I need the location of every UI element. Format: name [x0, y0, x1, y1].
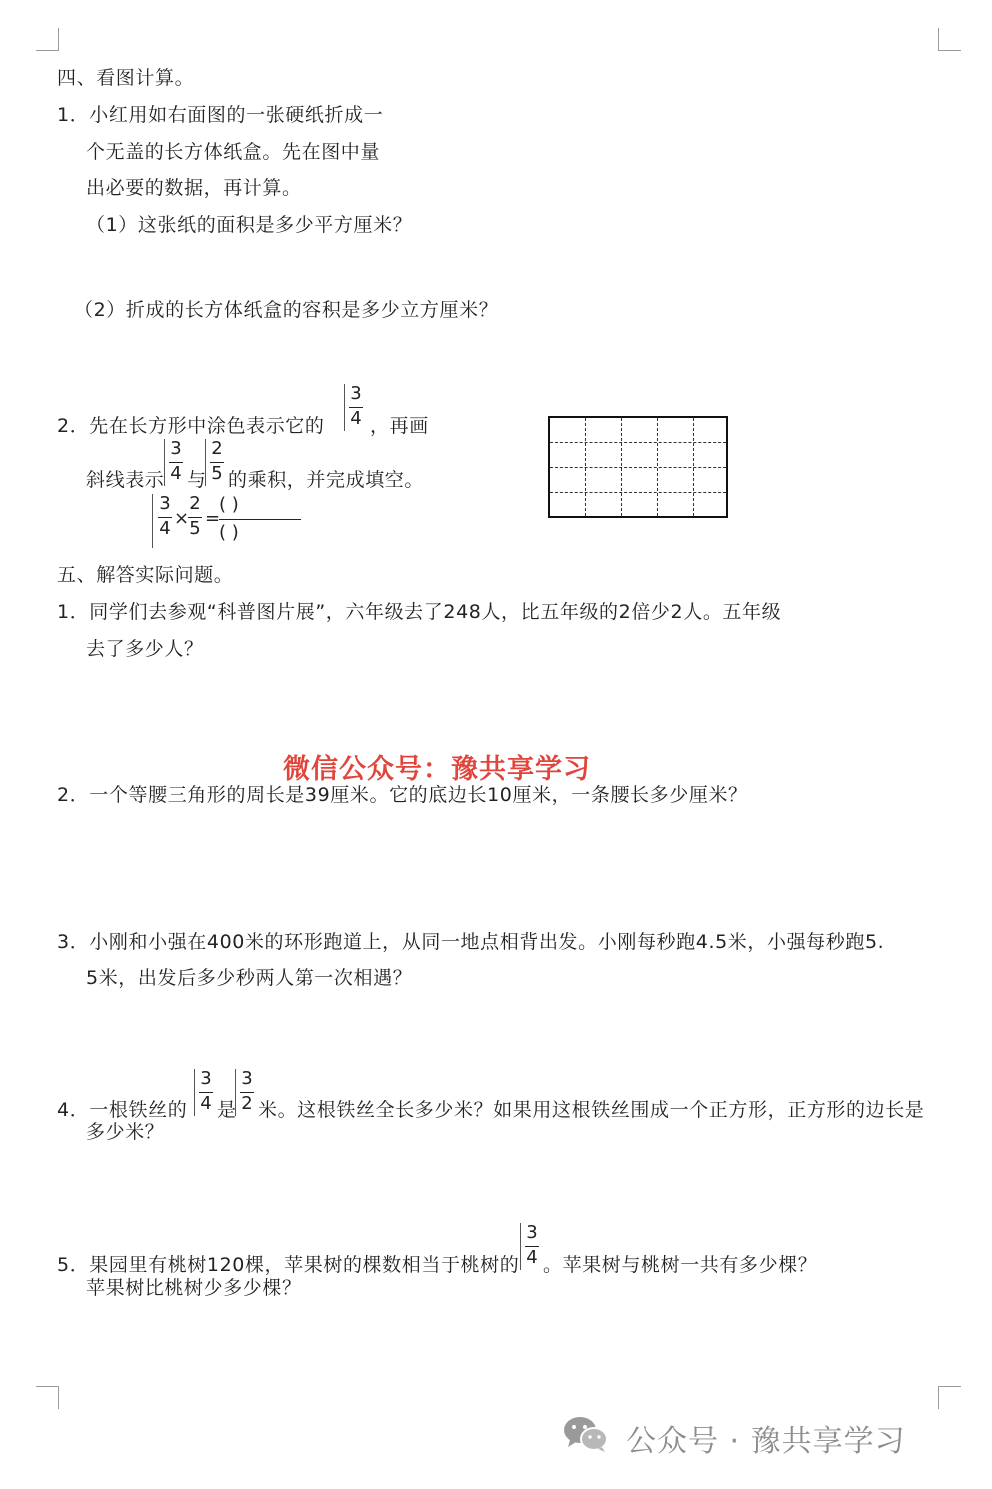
q1-sub2: （2）折成的长方体纸盒的容积是多少立方厘米？: [74, 299, 499, 321]
eq-denominator-blank[interactable]: ( ): [219, 522, 239, 543]
s5-q3-line2: 5米，出发后多少秒两人第一次相遇？: [86, 967, 413, 989]
q2-equation: [152, 494, 305, 548]
s5-q1-line2: 去了多少人？: [86, 638, 204, 660]
s5-q2: 2．一个等腰三角形的周长是39厘米。它的底边长10厘米，一条腰长多少厘米？: [57, 784, 748, 806]
q4-fraction-1: 3 4: [197, 1069, 215, 1116]
q2-line2-c: 的乘积，并完成填空。: [228, 469, 425, 491]
q1-line3: 出必要的数据，再计算。: [86, 177, 302, 199]
q4-fraction-2: 3 2: [238, 1069, 256, 1116]
s5-q4-b: 是: [217, 1099, 237, 1121]
s5-q5-b: 。苹果树与桃树一共有多少棵？: [543, 1254, 818, 1276]
eq-fraction-bar: [219, 519, 301, 520]
eq-fraction-a: 3 4: [159, 493, 171, 539]
section5-heading: 五、解答实际问题。: [57, 564, 234, 586]
wechat-icon: [562, 1414, 610, 1454]
q2-fraction-three-quarters: 3 4: [347, 384, 365, 431]
s5-q3-line1: 3．小刚和小强在400米的环形跑道上，从同一地点相背出发。小刚每秒跑4.5米，小强每秒跑5.: [57, 931, 885, 953]
section4-heading: 四、看图计算。: [57, 67, 195, 89]
q2-line1: 2．先在长方形中涂色表示它的: [57, 415, 325, 437]
corner-mark-top-right: [938, 28, 961, 51]
q2-fraction-b: 2 5: [208, 439, 226, 486]
eq-fraction-b: 2 5: [189, 493, 201, 539]
eq-equals: =: [205, 508, 221, 529]
watermark: 微信公众号：豫共享学习: [283, 754, 591, 785]
corner-mark-top-left: [36, 28, 59, 51]
q5-fraction: 3 4: [523, 1223, 541, 1270]
q2-line2-b: 与: [187, 469, 207, 491]
corner-mark-bottom-right: [938, 1386, 961, 1409]
corner-mark-bottom-left: [36, 1386, 59, 1409]
s5-q4-a: 4．一根铁丝的: [57, 1099, 188, 1121]
q1-sub1: （1）这张纸的面积是多少平方厘米？: [86, 214, 413, 236]
q1-line2: 个无盖的长方体纸盒。先在图中量: [86, 141, 381, 163]
s5-q5-line2: 苹果树比桃树少多少棵？: [86, 1277, 302, 1299]
q2-fraction-a: 3 4: [167, 439, 185, 486]
s5-q4-line2: 多少米？: [86, 1121, 165, 1143]
q1-line1: 1．小红用如右面图的一张硬纸折成一: [57, 104, 384, 126]
q2-line1-end: ，再画: [370, 415, 429, 437]
q2-line2-a: 斜线表示: [86, 469, 165, 491]
s5-q1-line1: 1．同学们去参观“科普图片展”，六年级去了248人，比五年级的2倍少2人。五年级: [57, 601, 782, 623]
footer-account-text: 公众号 · 豫共享学习: [626, 1424, 906, 1459]
rectangle-grid: [548, 416, 728, 518]
eq-times: ×: [174, 508, 190, 529]
eq-numerator-blank[interactable]: ( ): [219, 494, 239, 515]
s5-q5-a: 5．果园里有桃树120棵，苹果树的棵数相当于桃树的: [57, 1254, 520, 1276]
s5-q4-c: 米。这根铁丝全长多少米？如果用这根铁丝围成一个正方形，正方形的边长是: [258, 1099, 925, 1121]
